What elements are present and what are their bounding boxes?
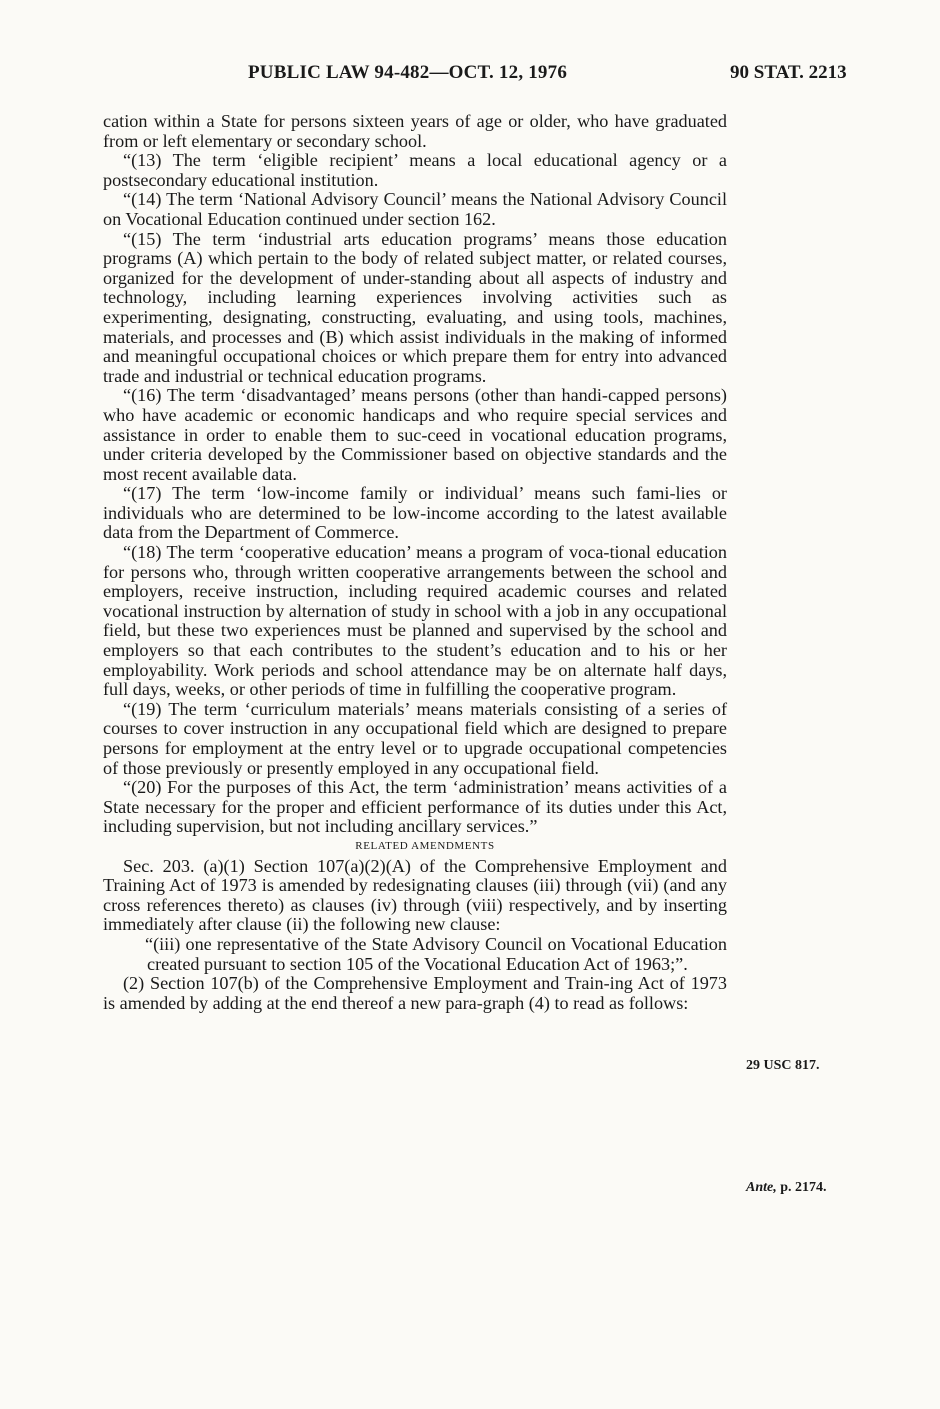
sec203-a1: Sec. 203. (a)(1) Section 107(a)(2)(A) of the Comprehensive Employment and Training Act of 1973 is amended by redesignating clauses (iii) through (vii) (and any cross references thereto) as clauses (iv) through (viii) respectively, and by inserting immediately after clause (ii) the following new clause: <box>103 855 727 935</box>
sec203-a2: (2) Section 107(b) of the Comprehensive Employment and Train-ing Act of 1973 is amended by adding at the end thereof a new para-graph (4) to read as follows: <box>103 973 727 1013</box>
paragraph-16: “(16) The term ‘disadvantaged’ means persons (other than handi-capped persons) who have academic or economic handicaps and who require special services and assistance in order to enable them to suc-ceed in vocational education programs, under criteria developed by the Commissioner based on objective standards and the most recent available data. <box>103 385 727 484</box>
paragraph-17: “(17) The term ‘low-income family or individual’ means such fami-lies or individuals who are determined to be low-income according to the latest available data from the Department of Commerce. <box>103 483 727 543</box>
document-body <box>103 112 727 1013</box>
paragraph-14: “(14) The term ‘National Advisory Council’ means the National Advisory Council on Vocational Education continued under section 162. <box>103 189 727 229</box>
page-header-title: PUBLIC LAW 94-482—OCT. 12, 1976 <box>248 62 568 83</box>
paragraph-18: “(18) The term ‘cooperative education’ means a program of voca-tional education for persons who, through written cooperative arrangements between the school and employers, receive instruction, including required academic courses and related vocational instruction by alternation of study in school with a job in any occupational field, but these two experiences must be planned and supervised by the school and employers so that each contributes to the student’s education and to his or her employability. Work periods and school attendance may be on alternate half days, full days, weeks, or other periods of time in fulfilling the cooperative program. <box>103 542 727 700</box>
paragraph-13: “(13) The term ‘eligible recipient’ means a local educational agency or a postsecondary educational institution. <box>103 150 727 190</box>
paragraph-continuation: cation within a State for persons sixteen years of age or older, who have graduated from or left elementary or secondary school. <box>103 111 727 151</box>
sec203-quote: “(iii) one representative of the State Advisory Council on Vocational Education created pursuant to section 105 of the Vocational Education Act of 1963;”. <box>145 933 727 974</box>
paragraph-15: “(15) The term ‘industrial arts education programs’ means those education programs (A) which pertain to the body of related subject matter, or related courses, organized for the development of under-standing about all aspects of industry and technology, including learning experiences involving activities such as experimenting, designating, constructing, evaluating, and using tools, machines, materials, and processes and (B) which assist individuals in the making of informed and meaningful occupational choices or which prepare them for entry into advanced trade and industrial or technical education programs. <box>103 228 727 386</box>
section-heading: RELATED AMENDMENTS <box>355 839 495 852</box>
margin-note-ante-italic: Ante, <box>746 1180 777 1195</box>
page-header-stat: 90 STAT. 2213 <box>730 62 847 83</box>
margin-note-ante <box>746 1180 827 1196</box>
margin-note-ante-page: p. 2174. <box>776 1180 827 1195</box>
paragraph-19: “(19) The term ‘curriculum materials’ means materials consisting of a series of courses to cover instruction in any occupational field which are designed to prepare persons for employment at the entry level or to upgrade occupational competencies of those previously or presently employed in any occupational field. <box>103 698 727 778</box>
margin-note-29-usc-817: 29 USC 817. <box>746 1058 820 1073</box>
paragraph-20: “(20) For the purposes of this Act, the term ‘administration’ means activities of a State necessary for the proper and efficient performance of its duties under this Act, including supervision, but not including ancillary services.” <box>103 777 727 837</box>
